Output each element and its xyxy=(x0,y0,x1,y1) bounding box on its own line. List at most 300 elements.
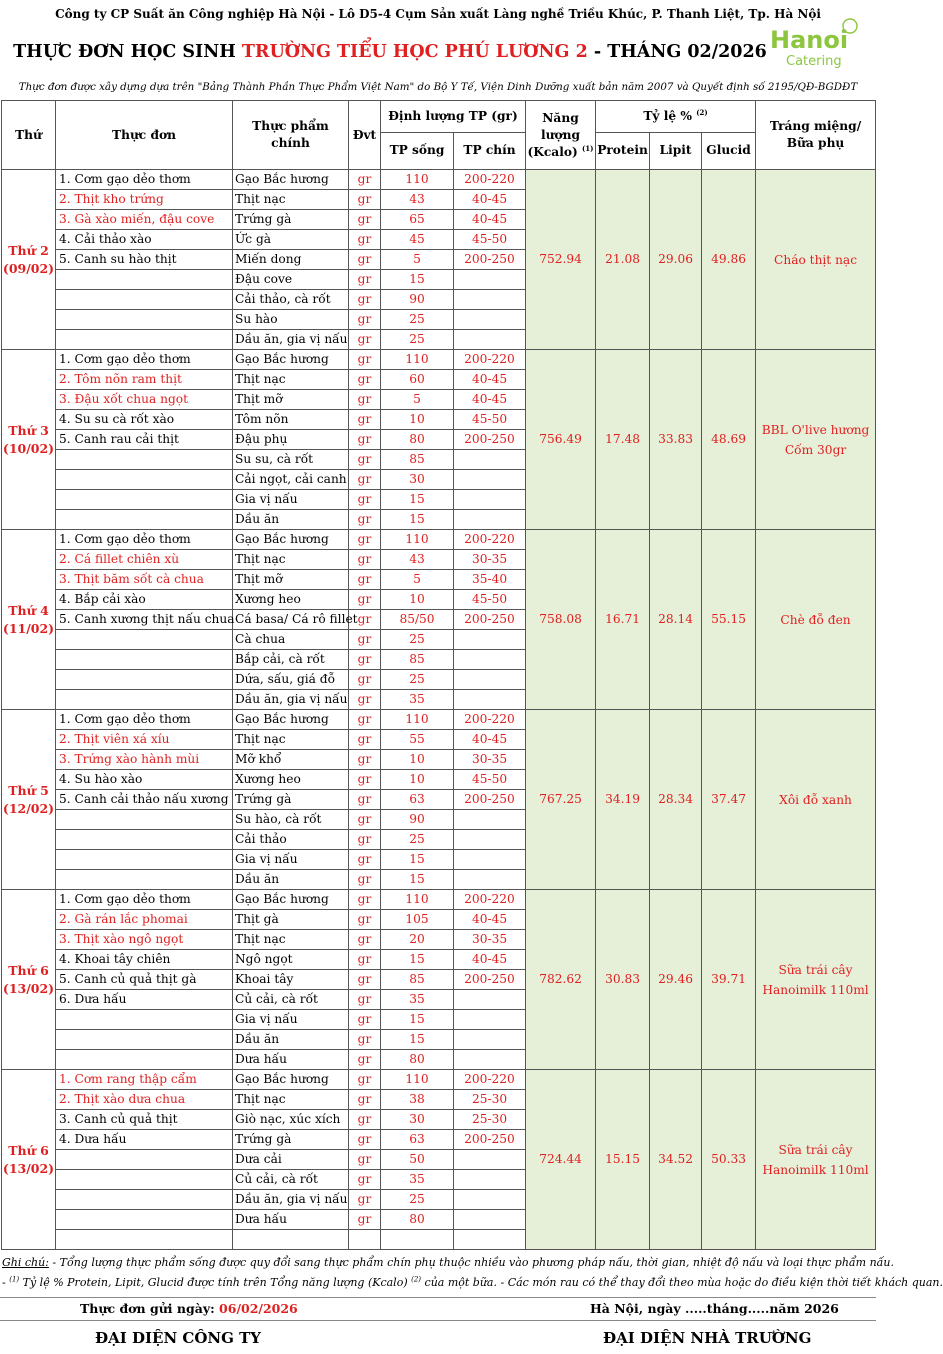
raw-amount-cell: 60 xyxy=(381,370,454,390)
ingredient-cell: Gạo Bắc hương xyxy=(233,170,349,190)
note-2-sup2: (2) xyxy=(411,1275,422,1284)
cooked-amount-cell xyxy=(454,810,526,830)
unit-cell: gr xyxy=(349,450,381,470)
raw-amount-cell: 110 xyxy=(381,890,454,910)
ingredient-cell: Củ cải, cà rốt xyxy=(233,990,349,1010)
raw-amount-cell: 35 xyxy=(381,990,454,1010)
school-representative: ĐẠI DIỆN NHÀ TRƯỜNG xyxy=(603,1329,812,1347)
header-ty-le-sup: (2) xyxy=(696,107,708,117)
dish-cell: 5. Canh xương thịt nấu chua xyxy=(56,610,233,630)
dish-cell xyxy=(56,1170,233,1190)
raw-amount-cell: 110 xyxy=(381,710,454,730)
raw-amount-cell: 90 xyxy=(381,290,454,310)
header-nang-luong xyxy=(526,101,596,170)
dessert-cell: Chè đỗ đen xyxy=(756,530,876,710)
dish-cell xyxy=(56,330,233,350)
header-tp-chin: TP chín xyxy=(454,132,526,169)
dish-cell xyxy=(56,810,233,830)
dish-cell xyxy=(56,830,233,850)
cooked-amount-cell xyxy=(454,330,526,350)
dish-cell xyxy=(56,470,233,490)
cooked-amount-cell: 40-45 xyxy=(454,210,526,230)
menu-basis-note: Thực đơn được xây dựng dựa trên "Bảng Thành Phần Thực Phẩm Việt Nam" do Bộ Y Tế, Viện Dinh Dưỡng xuất bản năm 2007 và Quyết định số 2195/QĐ-BGDĐT xyxy=(18,81,858,93)
dish-cell: 3. Canh củ quả thịt xyxy=(56,1110,233,1130)
ingredient-cell: Gạo Bắc hương xyxy=(233,710,349,730)
ingredient-cell: Ngô ngọt xyxy=(233,950,349,970)
unit-cell: gr xyxy=(349,530,381,550)
header-tp-song: TP sống xyxy=(381,132,454,169)
raw-amount-cell: 10 xyxy=(381,750,454,770)
cooked-amount-cell xyxy=(454,1010,526,1030)
header-glucid: Glucid xyxy=(702,132,756,169)
raw-amount-cell: 105 xyxy=(381,910,454,930)
glucid-cell: 49.86 xyxy=(702,170,756,350)
unit-cell: gr xyxy=(349,950,381,970)
cooked-amount-cell: 45-50 xyxy=(454,230,526,250)
cooked-amount-cell: 200-220 xyxy=(454,1070,526,1090)
day-name: Thứ 6 xyxy=(8,962,49,978)
dish-cell: 1. Cơm gạo dẻo thơm xyxy=(56,710,233,730)
unit-cell: gr xyxy=(349,970,381,990)
unit-cell: gr xyxy=(349,1050,381,1070)
header-ty-le xyxy=(596,101,756,133)
ingredient-cell: Gia vị nấu xyxy=(233,490,349,510)
dish-cell xyxy=(56,850,233,870)
day-cell xyxy=(2,710,56,890)
dish-cell: 5. Canh su hào thịt xyxy=(56,250,233,270)
cooked-amount-cell xyxy=(454,270,526,290)
dish-cell: 4. Su hào xào xyxy=(56,770,233,790)
send-date-row xyxy=(0,1297,876,1321)
dish-cell: 5. Canh củ quả thịt gà xyxy=(56,970,233,990)
dish-cell xyxy=(56,650,233,670)
unit-cell: gr xyxy=(349,790,381,810)
dish-cell xyxy=(56,1210,233,1230)
table-row xyxy=(2,170,876,190)
day-name: Thứ 2 xyxy=(8,242,49,258)
unit-cell: gr xyxy=(349,1190,381,1210)
energy-cell: 767.25 xyxy=(526,710,596,890)
unit-cell: gr xyxy=(349,470,381,490)
menu-body xyxy=(2,170,876,1250)
unit-cell: gr xyxy=(349,990,381,1010)
unit-cell xyxy=(349,1230,381,1250)
raw-amount-cell: 10 xyxy=(381,770,454,790)
lipit-cell: 29.06 xyxy=(650,170,702,350)
unit-cell: gr xyxy=(349,910,381,930)
cooked-amount-cell: 200-250 xyxy=(454,790,526,810)
ingredient-cell: Ức gà xyxy=(233,230,349,250)
ingredient-cell: Xương heo xyxy=(233,770,349,790)
ingredient-cell: Mỡ khổ xyxy=(233,750,349,770)
unit-cell: gr xyxy=(349,1010,381,1030)
cooked-amount-cell: 30-35 xyxy=(454,750,526,770)
dish-cell: 6. Dưa hấu xyxy=(56,990,233,1010)
unit-cell: gr xyxy=(349,270,381,290)
dish-cell: 4. Su su cà rốt xào xyxy=(56,410,233,430)
logo-word-catering: Catering xyxy=(786,54,842,69)
raw-amount-cell: 45 xyxy=(381,230,454,250)
unit-cell: gr xyxy=(349,430,381,450)
unit-cell: gr xyxy=(349,690,381,710)
raw-amount-cell: 25 xyxy=(381,1190,454,1210)
raw-amount-cell: 85 xyxy=(381,970,454,990)
dish-cell xyxy=(56,270,233,290)
cooked-amount-cell xyxy=(454,510,526,530)
dish-cell: 2. Thịt xào dưa chua xyxy=(56,1090,233,1110)
ingredient-cell: Trứng gà xyxy=(233,210,349,230)
raw-amount-cell: 15 xyxy=(381,270,454,290)
unit-cell: gr xyxy=(349,550,381,570)
unit-cell: gr xyxy=(349,650,381,670)
energy-cell: 782.62 xyxy=(526,890,596,1070)
ingredient-cell: Thịt nạc xyxy=(233,1090,349,1110)
ingredient-cell: Thịt mỡ xyxy=(233,390,349,410)
cooked-amount-cell xyxy=(454,450,526,470)
header-trang-mieng: Tráng miệng/ Bữa phụ xyxy=(756,101,876,170)
day-date: (12/02) xyxy=(2,800,55,816)
day-date: (13/02) xyxy=(2,1160,55,1176)
send-date-value: 06/02/2026 xyxy=(219,1301,298,1316)
cooked-amount-cell: 40-45 xyxy=(454,730,526,750)
dish-cell: 3. Gà xào miến, đậu cove xyxy=(56,210,233,230)
cooked-amount-cell: 40-45 xyxy=(454,950,526,970)
dish-cell: 2. Tôm nõn ram thịt xyxy=(56,370,233,390)
raw-amount-cell: 80 xyxy=(381,1210,454,1230)
energy-cell: 758.08 xyxy=(526,530,596,710)
unit-cell: gr xyxy=(349,850,381,870)
header-dvt: Đvt xyxy=(349,101,381,170)
dish-cell xyxy=(56,870,233,890)
raw-amount-cell: 30 xyxy=(381,470,454,490)
dish-cell: 2. Cá fillet chiên xù xyxy=(56,550,233,570)
cooked-amount-cell xyxy=(454,870,526,890)
ingredient-cell: Đậu cove xyxy=(233,270,349,290)
dish-cell: 3. Thịt băm sốt cà chua xyxy=(56,570,233,590)
dish-cell xyxy=(56,690,233,710)
unit-cell: gr xyxy=(349,370,381,390)
ingredient-cell: Cải thảo, cà rốt xyxy=(233,290,349,310)
unit-cell: gr xyxy=(349,490,381,510)
ingredient-cell: Su hào xyxy=(233,310,349,330)
day-name: Thứ 6 xyxy=(8,1142,49,1158)
cooked-amount-cell xyxy=(454,290,526,310)
raw-amount-cell: 15 xyxy=(381,950,454,970)
ingredient-cell: Su hào, cà rốt xyxy=(233,810,349,830)
table-row xyxy=(2,890,876,910)
raw-amount-cell: 38 xyxy=(381,1090,454,1110)
dish-cell: 3. Đậu xốt chua ngọt xyxy=(56,390,233,410)
dessert-cell: Xôi đỗ xanh xyxy=(756,710,876,890)
dish-cell: 1. Cơm gạo dẻo thơm xyxy=(56,530,233,550)
note-2a-text: Tỷ lệ % Protein, Lipit, Glucid được tính trên Tổng năng lượng (Kcalo) xyxy=(19,1276,412,1289)
dish-cell: 2. Thịt viên xá xíu xyxy=(56,730,233,750)
unit-cell: gr xyxy=(349,190,381,210)
ingredient-cell: Xương heo xyxy=(233,590,349,610)
dish-cell xyxy=(56,450,233,470)
menu-table xyxy=(1,100,876,1250)
unit-cell: gr xyxy=(349,590,381,610)
ingredient-cell: Cải thảo xyxy=(233,830,349,850)
unit-cell: gr xyxy=(349,890,381,910)
note-2-sup1: (1) xyxy=(9,1275,20,1284)
unit-cell: gr xyxy=(349,710,381,730)
raw-amount-cell: 110 xyxy=(381,170,454,190)
title-suffix: - THÁNG 02/2026 xyxy=(587,42,767,62)
ingredient-cell: Dầu ăn xyxy=(233,510,349,530)
day-name: Thứ 4 xyxy=(8,602,49,618)
lipit-cell: 28.14 xyxy=(650,530,702,710)
raw-amount-cell: 15 xyxy=(381,490,454,510)
raw-amount-cell: 15 xyxy=(381,850,454,870)
day-date: (11/02) xyxy=(2,620,55,636)
ingredient-cell: Miến dong xyxy=(233,250,349,270)
table-row xyxy=(2,350,876,370)
note-2b-text: của một bữa. - Các món rau có thể thay đổi theo mùa hoặc do điều kiện thời tiết khách quan. xyxy=(421,1276,943,1289)
dish-cell: 1. Cơm gạo dẻo thơm xyxy=(56,170,233,190)
raw-amount-cell: 50 xyxy=(381,1150,454,1170)
cooked-amount-cell: 200-220 xyxy=(454,170,526,190)
raw-amount-cell: 85 xyxy=(381,650,454,670)
ingredient-cell: Dầu ăn, gia vị nấu xyxy=(233,1190,349,1210)
ingredient-cell: Thịt nạc xyxy=(233,370,349,390)
raw-amount-cell: 25 xyxy=(381,330,454,350)
cooked-amount-cell: 40-45 xyxy=(454,910,526,930)
unit-cell: gr xyxy=(349,670,381,690)
ingredient-cell xyxy=(233,1230,349,1250)
hanoi-catering-logo xyxy=(762,12,872,72)
unit-cell: gr xyxy=(349,870,381,890)
dish-cell xyxy=(56,310,233,330)
table-row xyxy=(2,710,876,730)
dish-cell: 4. Cải thảo xào xyxy=(56,230,233,250)
day-cell xyxy=(2,170,56,350)
dish-cell: 1. Cơm gạo dẻo thơm xyxy=(56,890,233,910)
unit-cell: gr xyxy=(349,830,381,850)
raw-amount-cell: 25 xyxy=(381,310,454,330)
ingredient-cell: Thịt mỡ xyxy=(233,570,349,590)
cooked-amount-cell xyxy=(454,1190,526,1210)
ingredient-cell: Thịt nạc xyxy=(233,190,349,210)
cooked-amount-cell: 45-50 xyxy=(454,590,526,610)
ingredient-cell: Thịt nạc xyxy=(233,730,349,750)
cooked-amount-cell xyxy=(454,630,526,650)
cooked-amount-cell xyxy=(454,830,526,850)
glucid-cell: 37.47 xyxy=(702,710,756,890)
dish-cell xyxy=(56,1030,233,1050)
cooked-amount-cell: 45-50 xyxy=(454,410,526,430)
company-representative: ĐẠI DIỆN CÔNG TY xyxy=(95,1329,261,1347)
dessert-cell: Sữa trái cây Hanoimilk 110ml xyxy=(756,1070,876,1250)
ingredient-cell: Gia vị nấu xyxy=(233,850,349,870)
glucid-cell: 39.71 xyxy=(702,890,756,1070)
raw-amount-cell: 35 xyxy=(381,690,454,710)
unit-cell: gr xyxy=(349,390,381,410)
header-thuc-don: Thực đơn xyxy=(56,101,233,170)
dish-cell: 3. Trứng xào hành mùi xyxy=(56,750,233,770)
day-date: (10/02) xyxy=(2,440,55,456)
unit-cell: gr xyxy=(349,1030,381,1050)
raw-amount-cell: 15 xyxy=(381,1030,454,1050)
dish-cell: 2. Gà rán lắc phomai xyxy=(56,910,233,930)
cooked-amount-cell xyxy=(454,850,526,870)
cooked-amount-cell: 30-35 xyxy=(454,550,526,570)
raw-amount-cell: 35 xyxy=(381,1170,454,1190)
raw-amount-cell: 65 xyxy=(381,210,454,230)
cooked-amount-cell: 45-50 xyxy=(454,770,526,790)
cooked-amount-cell xyxy=(454,490,526,510)
cooked-amount-cell xyxy=(454,690,526,710)
protein-cell: 16.71 xyxy=(596,530,650,710)
raw-amount-cell: 5 xyxy=(381,250,454,270)
dish-cell: 1. Cơm rang thập cẩm xyxy=(56,1070,233,1090)
cooked-amount-cell: 200-220 xyxy=(454,350,526,370)
ingredient-cell: Dưa cải xyxy=(233,1150,349,1170)
unit-cell: gr xyxy=(349,1170,381,1190)
table-row xyxy=(2,530,876,550)
unit-cell: gr xyxy=(349,810,381,830)
send-date xyxy=(80,1298,298,1320)
raw-amount-cell: 30 xyxy=(381,1110,454,1130)
ingredient-cell: Gạo Bắc hương xyxy=(233,530,349,550)
cooked-amount-cell: 30-35 xyxy=(454,930,526,950)
cooked-amount-cell: 200-220 xyxy=(454,890,526,910)
protein-cell: 15.15 xyxy=(596,1070,650,1250)
cooked-amount-cell xyxy=(454,990,526,1010)
ingredient-cell: Su su, cà rốt xyxy=(233,450,349,470)
raw-amount-cell: 55 xyxy=(381,730,454,750)
dish-cell xyxy=(56,1050,233,1070)
cooked-amount-cell xyxy=(454,470,526,490)
send-date-label: Thực đơn gửi ngày: xyxy=(80,1301,220,1316)
company-address: Công ty CP Suất ăn Công nghiệp Hà Nội - Lô D5-4 Cụm Sản xuất Làng nghề Triều Khúc, P. Thanh Liệt, Tp. Hà Nội xyxy=(55,7,821,21)
ingredient-cell: Khoai tây xyxy=(233,970,349,990)
lipit-cell: 29.46 xyxy=(650,890,702,1070)
unit-cell: gr xyxy=(349,290,381,310)
dish-cell xyxy=(56,490,233,510)
unit-cell: gr xyxy=(349,570,381,590)
unit-cell: gr xyxy=(349,310,381,330)
dish-cell: 4. Dưa hấu xyxy=(56,1130,233,1150)
dessert-cell: Cháo thịt nạc xyxy=(756,170,876,350)
note-line-2: - $^{(1)}$ Tỷ lệ % Protein, Lipit, Glucid được tính trên Tổng năng lượng (Kcalo) $^{(2)}$ của một bữa. - Các món rau có thể thay đổi theo mùa hoặc do điều kiện thời tiết khách quan. xyxy=(2,1275,943,1289)
raw-amount-cell: 90 xyxy=(381,810,454,830)
unit-cell: gr xyxy=(349,1130,381,1150)
day-cell xyxy=(2,530,56,710)
unit-cell: gr xyxy=(349,170,381,190)
cooked-amount-cell: 200-250 xyxy=(454,970,526,990)
ingredient-cell: Trứng gà xyxy=(233,790,349,810)
raw-amount-cell: 15 xyxy=(381,1010,454,1030)
energy-cell: 724.44 xyxy=(526,1070,596,1250)
ingredient-cell: Thịt nạc xyxy=(233,930,349,950)
ingredient-cell: Giò nạc, xúc xích xyxy=(233,1110,349,1130)
cooked-amount-cell: 200-250 xyxy=(454,610,526,630)
ingredient-cell: Gạo Bắc hương xyxy=(233,890,349,910)
raw-amount-cell: 25 xyxy=(381,630,454,650)
day-date: (09/02) xyxy=(2,260,55,276)
dish-cell xyxy=(56,290,233,310)
dish-cell xyxy=(56,1230,233,1250)
cooked-amount-cell: 200-250 xyxy=(454,430,526,450)
raw-amount-cell: 5 xyxy=(381,570,454,590)
day-cell xyxy=(2,890,56,1070)
ingredient-cell: Dưa hấu xyxy=(233,1210,349,1230)
unit-cell: gr xyxy=(349,1150,381,1170)
raw-amount-cell xyxy=(381,1230,454,1250)
ingredient-cell: Gạo Bắc hương xyxy=(233,350,349,370)
unit-cell: gr xyxy=(349,410,381,430)
ingredient-cell: Củ cải, cà rốt xyxy=(233,1170,349,1190)
header-thuc-pham: Thực phẩm chính xyxy=(233,101,349,170)
protein-cell: 34.19 xyxy=(596,710,650,890)
unit-cell: gr xyxy=(349,1090,381,1110)
unit-cell: gr xyxy=(349,210,381,230)
raw-amount-cell: 63 xyxy=(381,1130,454,1150)
title-prefix: THỰC ĐƠN HỌC SINH xyxy=(13,42,242,62)
unit-cell: gr xyxy=(349,630,381,650)
unit-cell: gr xyxy=(349,750,381,770)
glucid-cell: 55.15 xyxy=(702,530,756,710)
raw-amount-cell: 110 xyxy=(381,1070,454,1090)
cooked-amount-cell xyxy=(454,1050,526,1070)
protein-cell: 21.08 xyxy=(596,170,650,350)
raw-amount-cell: 85/50 xyxy=(381,610,454,630)
ingredient-cell: Tôm nõn xyxy=(233,410,349,430)
glucid-cell: 50.33 xyxy=(702,1070,756,1250)
dish-cell: 3. Thịt xào ngô ngọt xyxy=(56,930,233,950)
cooked-amount-cell xyxy=(454,670,526,690)
unit-cell: gr xyxy=(349,350,381,370)
dish-cell xyxy=(56,1150,233,1170)
raw-amount-cell: 85 xyxy=(381,450,454,470)
logo-word-hanoi: Hanoi xyxy=(770,26,849,54)
unit-cell: gr xyxy=(349,730,381,750)
ingredient-cell: Dầu ăn, gia vị nấu xyxy=(233,330,349,350)
place-date: Hà Nội, ngày .....tháng.....năm 2026 xyxy=(590,1301,839,1316)
ingredient-cell: Thịt gà xyxy=(233,910,349,930)
ingredient-cell: Cá basa/ Cá rô fillet xyxy=(233,610,349,630)
raw-amount-cell: 110 xyxy=(381,350,454,370)
header-thu: Thứ xyxy=(2,101,56,170)
ingredient-cell: Dầu ăn, gia vị nấu xyxy=(233,690,349,710)
cooked-amount-cell: 25-30 xyxy=(454,1090,526,1110)
ingredient-cell: Dứa, sấu, giá đỗ xyxy=(233,670,349,690)
raw-amount-cell: 25 xyxy=(381,670,454,690)
glucid-cell: 48.69 xyxy=(702,350,756,530)
unit-cell: gr xyxy=(349,1070,381,1090)
ingredient-cell: Gạo Bắc hương xyxy=(233,1070,349,1090)
note-line-1 xyxy=(2,1254,894,1272)
cooked-amount-cell xyxy=(454,1150,526,1170)
cooked-amount-cell: 35-40 xyxy=(454,570,526,590)
dish-cell xyxy=(56,1010,233,1030)
day-cell xyxy=(2,1070,56,1250)
ingredient-cell: Cà chua xyxy=(233,630,349,650)
raw-amount-cell: 5 xyxy=(381,390,454,410)
note-1-text: - Tổng lượng thực phẩm sống được quy đổi sang thực phẩm chín phụ thuộc nhiều vào phương pháp nấu, thời gian, nhiệt độ nấu và loại thực phẩm nấu. xyxy=(48,1256,894,1269)
ingredient-cell: Cải ngọt, cải canh xyxy=(233,470,349,490)
lipit-cell: 34.52 xyxy=(650,1070,702,1250)
unit-cell: gr xyxy=(349,770,381,790)
unit-cell: gr xyxy=(349,1110,381,1130)
ingredient-cell: Dầu ăn xyxy=(233,1030,349,1050)
header-ty-le-text: Tỷ lệ % xyxy=(643,108,692,123)
unit-cell: gr xyxy=(349,930,381,950)
dish-cell: 1. Cơm gạo dẻo thơm xyxy=(56,350,233,370)
note-label: Ghi chú: xyxy=(2,1256,49,1269)
protein-cell: 17.48 xyxy=(596,350,650,530)
